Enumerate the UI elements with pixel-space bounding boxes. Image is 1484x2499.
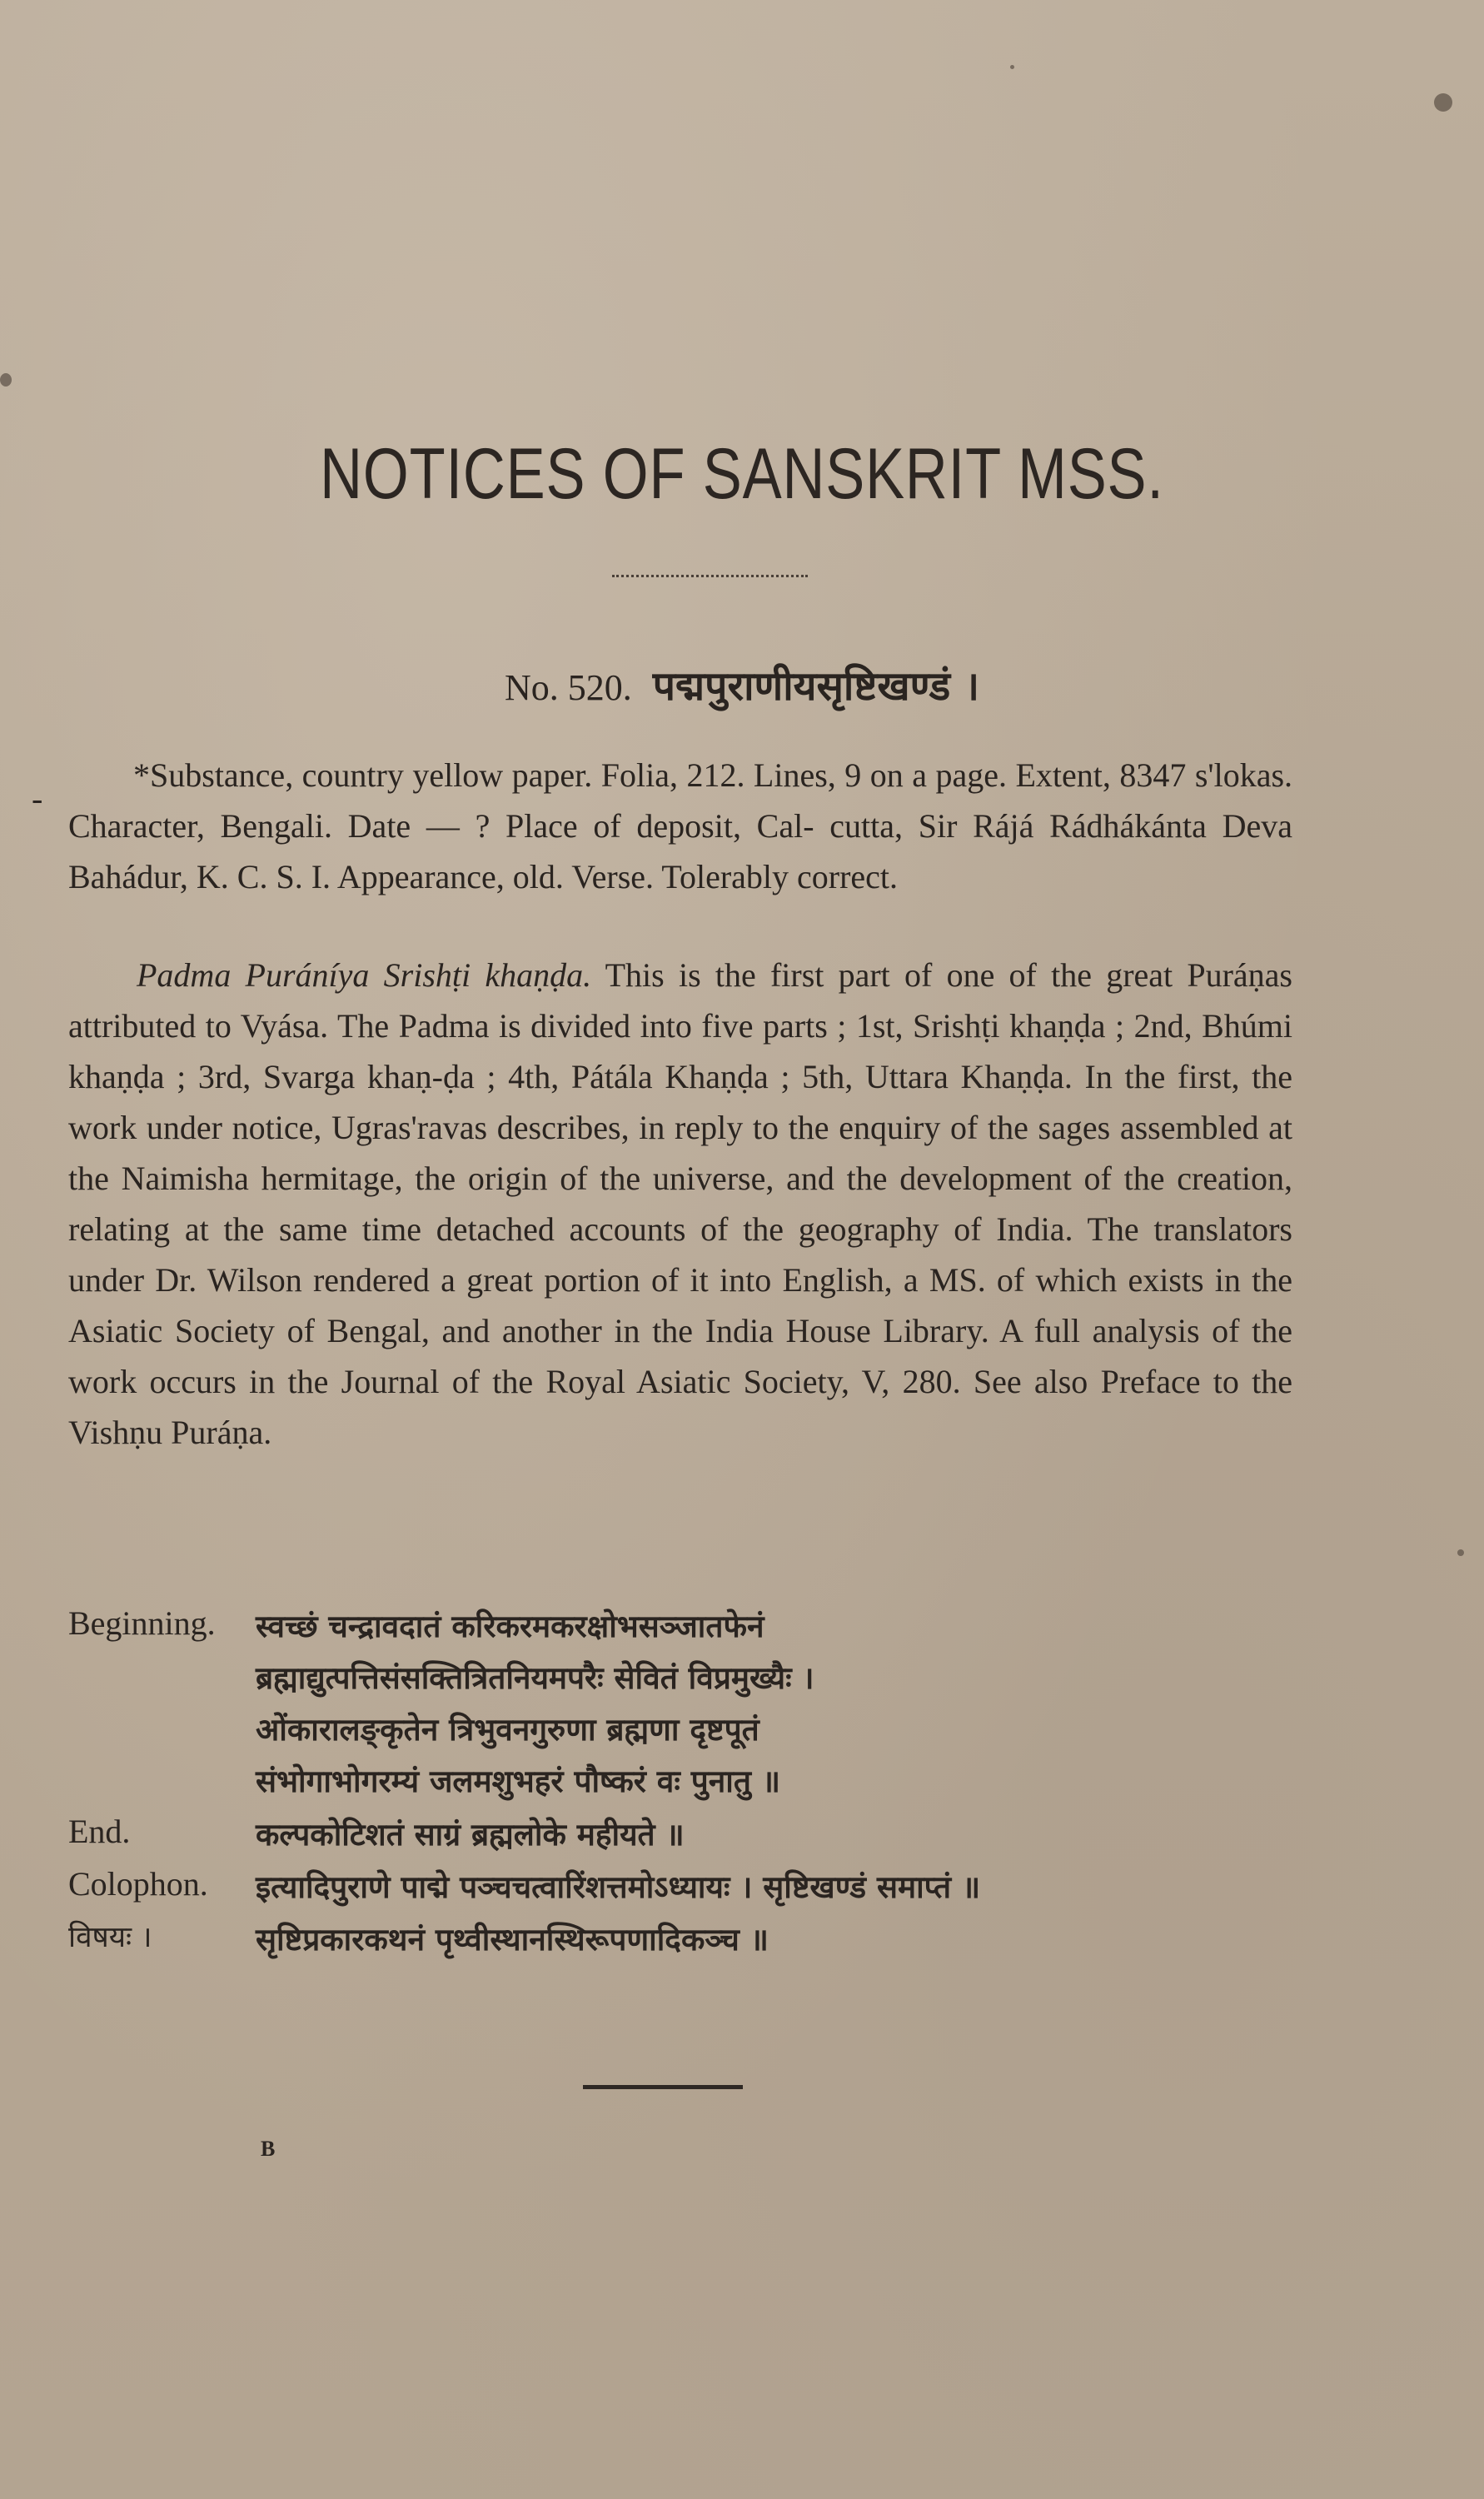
closing-rule xyxy=(583,2085,743,2089)
description-paragraph xyxy=(68,750,1292,902)
entry-heading xyxy=(0,658,1484,712)
title-divider xyxy=(612,575,808,577)
summary-paragraph xyxy=(68,950,1292,1458)
end-line: कल्पकोटिशतं साग्रं ब्रह्मलोके महीयते ॥ xyxy=(256,1817,685,1853)
entry-sanskrit-title: पद्मपुराणीयसृष्टिखण्डं । xyxy=(652,663,980,710)
beginning-label: Beginning. xyxy=(68,1604,216,1642)
beginning-line: ब्रह्माद्युत्पत्तिसंसक्तित्रितनियमपरैः सेवितं विप्रमुख्यैः । xyxy=(256,1660,814,1696)
ink-spot xyxy=(1434,93,1452,112)
description-line: cutta, Sir Rájá Rádhákánta Deva Bahádur, K. C. S. I. Appearance, old. xyxy=(68,807,1293,895)
description-line: Extent, 8347 s'lokas. Character, Bengali. Date — ? Place of deposit, Cal- xyxy=(68,756,1293,845)
description-line: Verse. Tolerably correct. xyxy=(571,858,899,895)
beginning-line: संभोगाभोगरम्यं जलमशुभहरं पौष्करं वः पुनातु ॥ xyxy=(256,1763,780,1799)
entry-number: No. 520. xyxy=(504,667,632,708)
work-title-italic: Padma Puráníya Srishṭi khaṇḍa. xyxy=(137,956,592,994)
signature-mark: B xyxy=(261,2137,276,2161)
colophon-label: Colophon. xyxy=(68,1865,208,1903)
beginning-line: स्वच्छं चन्द्रावदातं करिकरमकरक्षोभसञ्जातफेनं xyxy=(256,1609,764,1644)
colophon-line: इत्यादिपुराणे पाद्मे पञ्चचत्वारिंशत्तमोऽध्यायः । सृष्टिखण्डं समाप्तं ॥ xyxy=(256,1869,981,1905)
margin-mark: - xyxy=(32,780,43,817)
ink-spot xyxy=(0,373,12,387)
description-line: *Substance, country yellow paper. Folia, 212. Lines, 9 on a page. xyxy=(133,756,1007,794)
summary-text: This is the first part of one of the great Puráṇas attributed to Vyása. The Padma is divided into five parts ; 1st, Srishṭi khaṇḍa ; 2nd, Bhúmi khaṇḍa ; 3rd, Svarga khaṇ-ḍa ; 4th, Pátála Khaṇḍa ; 5th, Uttara Khaṇḍa. In the first, the work under notice, Ugras'ravas describes, in reply to the enquiry of the sages assembled at the Naimisha hermitage, the origin of the universe, and the development of the creation, relating at the same time detached accounts of the geography of India. The translators under Dr. Wilson rendered a great portion of it into English, a MS. of which exists in the Asiatic Society of Bengal, and another in the India House Library. A full analysis of the work occurs in the Journal of the Royal Asiatic Society, V, 280. See also Preface to the Vishṇu Puráṇa. xyxy=(68,956,1292,1451)
end-label: End. xyxy=(68,1813,131,1850)
subject-line: सृष्टिप्रकारकथनं पृथ्वीस्थानस्थिरूपणादिकञ्च ॥ xyxy=(256,1922,769,1958)
subject-label: विषयः । xyxy=(68,1921,152,1954)
page-title: NOTICES OF SANSKRIT MSS. xyxy=(320,434,1164,514)
beginning-line: ओंकारालङ्कृतेन त्रिभुवनगुरुणा ब्रह्मणा दृष्टपूतं xyxy=(256,1712,759,1748)
ink-spot xyxy=(1457,1549,1464,1556)
ink-spot xyxy=(1010,65,1014,69)
